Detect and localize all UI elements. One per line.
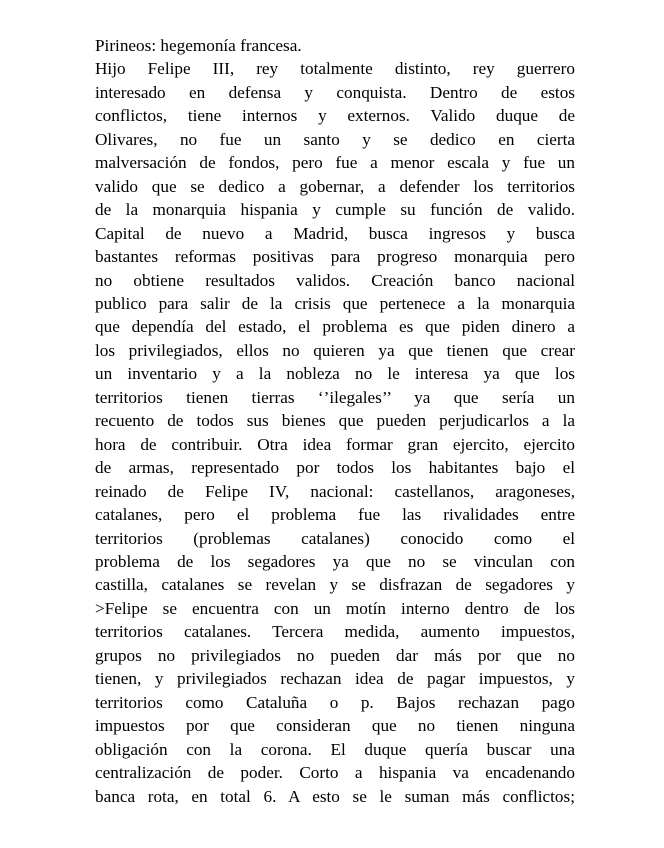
text-line: territorios como Cataluña o p. Bajos rechazan pago bbox=[95, 692, 575, 712]
text-line: castilla, catalanes se revelan y se disfrazan de segadores y bbox=[95, 575, 575, 595]
text-line: los privilegiados, ellos no quieren ya que tienen que crear bbox=[95, 340, 575, 360]
text-line: hora de contribuir. Otra idea formar gran ejercito, ejercito bbox=[95, 434, 575, 454]
text-line: grupos no privilegiados no pueden dar más por que no bbox=[95, 645, 575, 665]
text-line: malversación de fondos, pero fue a menor escala y fue un bbox=[95, 153, 575, 173]
text-line: territorios tienen tierras ‘’ilegales’’ ya que sería un bbox=[95, 387, 575, 407]
text-line: Hijo Felipe III, rey totalmente distinto, rey guerrero bbox=[95, 59, 575, 79]
text-line: interesado en defensa y conquista. Dentro de estos bbox=[95, 82, 575, 102]
text-line: banca rota, en total 6. A esto se le suman más conflictos; bbox=[95, 786, 575, 806]
text-line: territorios catalanes. Tercera medida, aumento impuestos, bbox=[95, 622, 575, 642]
text-line: bastantes reformas positivas para progreso monarquia pero bbox=[95, 247, 575, 267]
text-line: que dependía del estado, el problema es que piden dinero a bbox=[95, 317, 575, 337]
text-line: centralización de poder. Corto a hispania va encadenando bbox=[95, 763, 575, 783]
text-line: publico para salir de la crisis que pertenece a la monarquia bbox=[95, 293, 575, 313]
text-line: catalanes, pero el problema fue las rivalidades entre bbox=[95, 505, 575, 525]
text-line: Capital de nuevo a Madrid, busca ingresos y busca bbox=[95, 223, 575, 243]
text-line: de armas, representado por todos los habitantes bajo el bbox=[95, 458, 575, 478]
text-line: problema de los segadores ya que no se vinculan con bbox=[95, 551, 575, 571]
text-line: Pirineos: hegemonía francesa. bbox=[95, 36, 302, 55]
text-line: valido que se dedico a gobernar, a defender los territorios bbox=[95, 176, 575, 196]
text-line: Olivares, no fue un santo y se dedico en cierta bbox=[95, 129, 575, 149]
text-line: no obtiene resultados validos. Creación banco nacional bbox=[95, 270, 575, 290]
text-line: reinado de Felipe IV, nacional: castellanos, aragoneses, bbox=[95, 481, 575, 501]
text-line: obligación con la corona. El duque quería buscar una bbox=[95, 739, 575, 759]
text-line: territorios (problemas catalanes) conocido como el bbox=[95, 528, 575, 548]
text-line: recuento de todos sus bienes que pueden perjudicarlos a la bbox=[95, 411, 575, 431]
text-line: impuestos por que consideran que no tienen ninguna bbox=[95, 716, 575, 736]
document-body-text bbox=[95, 34, 575, 808]
text-line: de la monarquia hispania y cumple su función de valido. bbox=[95, 200, 575, 220]
text-line: >Felipe se encuentra con un motín interno dentro de los bbox=[95, 598, 575, 618]
text-line: un inventario y a la nobleza no le interesa ya que los bbox=[95, 364, 575, 384]
text-line: conflictos, tiene internos y externos. Valido duque de bbox=[95, 106, 575, 126]
text-line: tienen, y privilegiados rechazan idea de pagar impuestos, y bbox=[95, 669, 575, 689]
